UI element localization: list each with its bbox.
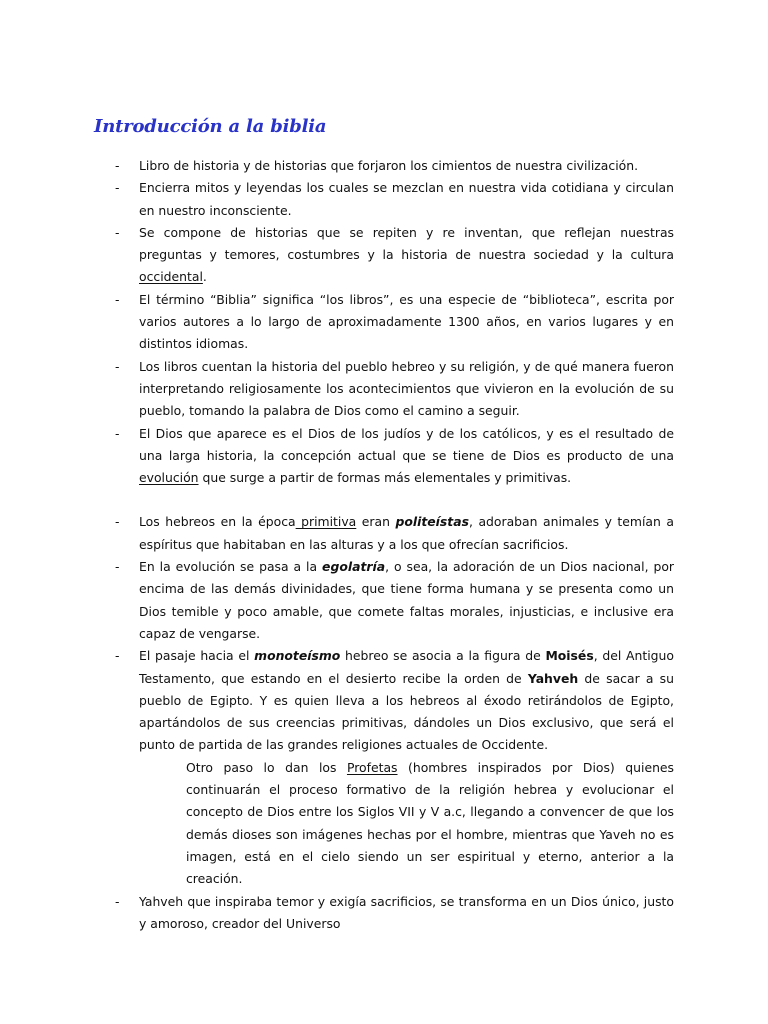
item-text: Yahveh que inspiraba temor y exigía sacrificios, se transforma en un Dios único, justo y amoroso, creador del Universo bbox=[139, 893, 674, 931]
indented-paragraph bbox=[0, 757, 674, 891]
list-item bbox=[0, 511, 674, 556]
bold-term: Moisés bbox=[545, 648, 594, 664]
underlined-term: Profetas bbox=[346, 759, 398, 775]
item-text: . bbox=[202, 269, 207, 285]
bullet-dash: - bbox=[115, 158, 120, 173]
emphasized-term: monoteísmo bbox=[254, 648, 341, 664]
item-text: Los hebreos en la época bbox=[139, 514, 296, 530]
bullet-dash: - bbox=[115, 648, 120, 664]
item-text: El pasaje hacia el bbox=[139, 648, 255, 664]
item-text: , adoraban animales y temían a espíritus que habitaban en las alturas y a los que ofrecían sacrificios. bbox=[139, 514, 674, 552]
bold-term: Yahveh bbox=[527, 670, 579, 686]
item-text: El término “Biblia” significa “los libros”, es una especie de “biblioteca”, escrita por varios autores a lo largo de aproximadamente 1300 años, en varios lugares y en distintos idiomas. bbox=[139, 291, 674, 352]
item-text: Los libros cuentan la historia del pueblo hebreo y su religión, y de qué manera fueron interpretando religiosamente los acontecimientos que vivieron en la evolución de su pueblo, tomando la palabra de Dios como el camino a seguir. bbox=[139, 358, 674, 419]
bullet-dash: - bbox=[115, 224, 120, 240]
bullet-dash: - bbox=[115, 291, 120, 307]
list-item bbox=[0, 645, 674, 756]
emphasized-term: egolatría bbox=[322, 559, 386, 575]
list-item bbox=[0, 222, 674, 289]
underlined-term: evolución bbox=[139, 470, 199, 486]
list-item bbox=[0, 177, 674, 222]
list-item bbox=[0, 891, 674, 936]
bullet-dash: - bbox=[115, 358, 120, 374]
paragraph-text: (hombres inspirados por Dios) quienes continuarán el proceso formativo de la religión hebrea y evolucionar el concepto de Dios entre los Siglos VII y V a.c, llegando a convencer de que los demás dioses son imágenes hechas por el hombre, mientras que Yaveh no es imagen, está en el cielo siendo un ser espiritual y eterno, anterior a la creación. bbox=[186, 759, 674, 887]
list-item bbox=[0, 356, 674, 423]
document-body bbox=[0, 155, 768, 935]
paragraph-text: Otro paso lo dan los bbox=[186, 759, 347, 775]
item-text: hebreo se asocia a la figura de bbox=[340, 648, 546, 664]
item-text: Libro de historia y de historias que forjaron los cimientos de nuestra civilización. bbox=[139, 158, 639, 173]
bullet-dash: - bbox=[115, 893, 120, 909]
document-title: Introducción a la biblia bbox=[94, 116, 327, 137]
underlined-term: primitiva bbox=[295, 514, 357, 530]
item-text: , del Antiguo Testamento, que estando en el desierto recibe la orden de bbox=[139, 648, 674, 686]
emphasized-term: politeístas bbox=[395, 514, 469, 530]
bullet-dash: - bbox=[115, 514, 120, 530]
list-item bbox=[0, 423, 674, 490]
item-text: El Dios que aparece es el Dios de los judíos y de los católicos, y es el resultado de una larga historia, la concepción actual que se tiene de Dios es producto de una bbox=[139, 425, 674, 463]
item-text: de sacar a su pueblo de Egipto. Y es quien lleva a los hebreos al éxodo retirándolos de Egipto, apartándolos de sus creencias primitivas, dándoles un Dios exclusivo, que será el punto de partida de las grandes religiones actuales de Occidente. bbox=[139, 670, 674, 753]
bullet-dash: - bbox=[115, 425, 120, 441]
bullet-dash: - bbox=[115, 180, 120, 196]
list-item bbox=[0, 556, 674, 645]
underlined-term: occidental bbox=[139, 269, 203, 285]
item-text: eran bbox=[356, 514, 396, 530]
item-text: , o sea, la adoración de un Dios nacional, por encima de las demás divinidades, que tiene forma humana y se presenta como un Dios temible y poco amable, que comete faltas morales, injusticias, e inclusive era capaz de vengarse. bbox=[139, 559, 675, 641]
list-item bbox=[0, 155, 674, 177]
bullet-dash: - bbox=[115, 559, 120, 575]
item-text: Encierra mitos y leyendas los cuales se mezclan en nuestra vida cotidiana y circulan en nuestro inconsciente. bbox=[139, 180, 674, 218]
item-text: que surge a partir de formas más elementales y primitivas. bbox=[198, 470, 572, 486]
list-item bbox=[0, 289, 674, 356]
paragraph-gap bbox=[0, 489, 768, 511]
item-text: Se compone de historias que se repiten y re inventan, que reflejan nuestras preguntas y temores, costumbres y la historia de nuestra sociedad y la cultura bbox=[139, 224, 674, 263]
item-text: En la evolución se pasa a la bbox=[139, 559, 323, 575]
